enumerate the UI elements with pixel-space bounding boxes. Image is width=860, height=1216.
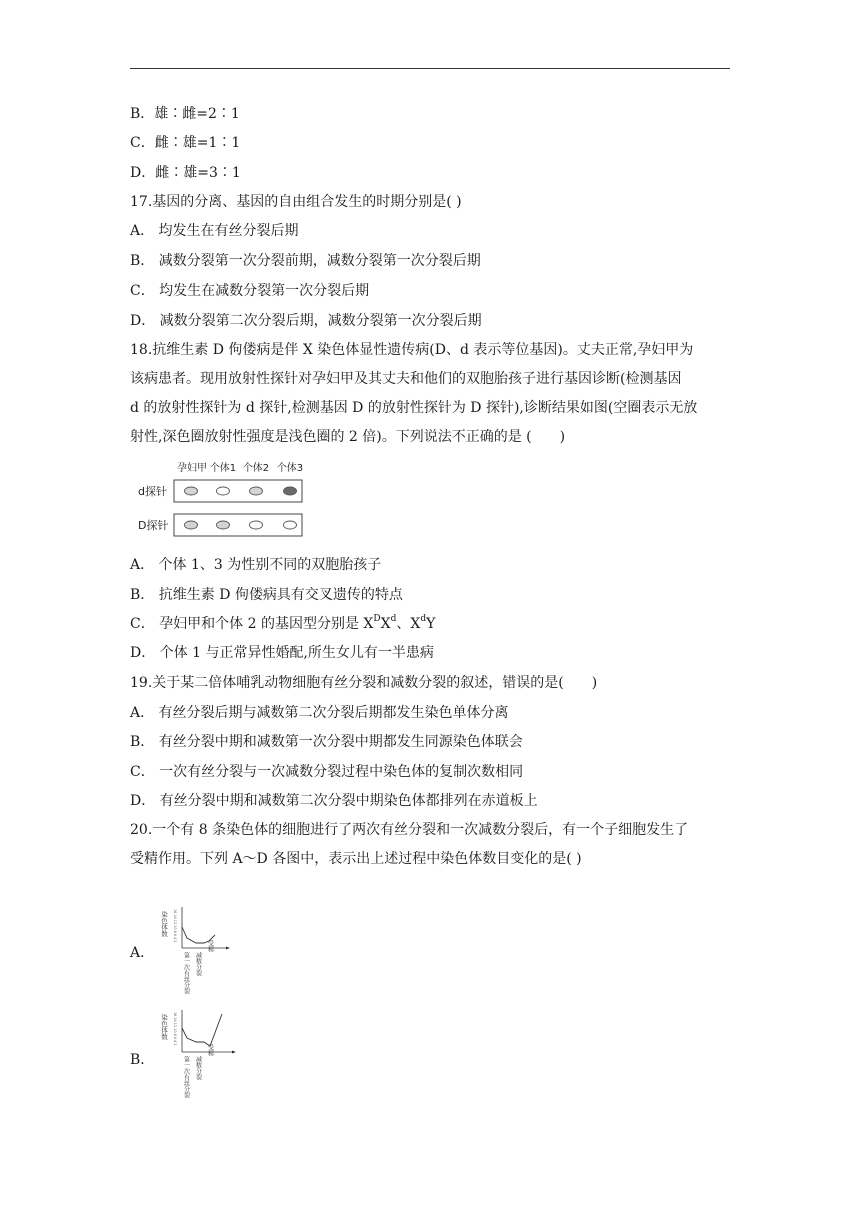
probe-signal-none bbox=[284, 521, 297, 529]
option-18-a: A． 个体 1、3 为性别不同的双胞胎孩子 bbox=[130, 557, 382, 573]
graph-ylabel: 染色体数 bbox=[160, 1014, 168, 1040]
question-18-line-3: d 的放射性探针为 d 探针,检测基因 D 的放射性探针为 D 探针),诊断结果如图(空圈表示无放 bbox=[130, 400, 698, 416]
graph-yticks: 16 14 12 10 8 6 4 2 bbox=[173, 1012, 177, 1046]
probe-column-label: 孕妇甲 bbox=[177, 463, 207, 474]
option-16-b: B．雄∶雌=2∶1 bbox=[130, 106, 240, 122]
graph-x-label-meiosis: 减数分裂 bbox=[194, 952, 202, 976]
probe-column-label: 个体1 bbox=[209, 463, 237, 474]
option-19-c: C． 一次有丝分裂与一次减数分裂过程中染色体的复制次数相同 bbox=[130, 764, 524, 780]
question-17: 17.基因的分离、基因的自由组合发生的时期分别是( ) bbox=[130, 194, 462, 210]
question-20-line-2: 受精作用。下列 A～D 各图中，表示出上述过程中染色体数目变化的是( ) bbox=[130, 851, 582, 867]
chromosome-curve bbox=[182, 1014, 222, 1046]
probe-row-label: d探针 bbox=[138, 485, 167, 498]
question-18-line-4: 射性,深色圈放射性强度是浅色圈的 2 倍)。下列说法不正确的是 ( ) bbox=[130, 429, 566, 445]
x-axis-arrow bbox=[226, 947, 230, 950]
probe-signal-none bbox=[250, 521, 263, 529]
superscript: d bbox=[390, 614, 397, 625]
option-18-c-text: Y bbox=[426, 616, 436, 632]
probe-signal-light bbox=[185, 487, 198, 495]
option-18-c-text: X bbox=[380, 616, 391, 632]
graph-x-label-mitosis: 第一次有丝分裂 bbox=[182, 1056, 190, 1098]
option-20-a-graph bbox=[160, 905, 232, 1000]
superscript: d bbox=[420, 614, 427, 625]
probe-signal-none bbox=[217, 487, 230, 495]
question-19: 19.关于某二倍体哺乳动物细胞有丝分裂和减数分裂的叙述，错误的是( ) bbox=[130, 675, 598, 691]
option-18-c-text: 、X bbox=[396, 616, 421, 632]
option-17-b: B． 减数分裂第一次分裂前期，减数分裂第一次分裂后期 bbox=[130, 253, 481, 269]
option-17-c: C． 均发生在减数分裂第一次分裂后期 bbox=[130, 283, 370, 299]
probe-row-label: D探针 bbox=[138, 519, 169, 532]
graph-x-label-meiosis: 减数分裂 bbox=[194, 1056, 202, 1080]
question-20-line-1: 20.一个有 8 条染色体的细胞进行了两次有丝分裂和一次减数分裂后，有一个子细胞发生了 bbox=[130, 822, 689, 838]
option-18-b: B． 抗维生素 D 佝偻病具有交叉遗传的特点 bbox=[130, 587, 403, 603]
option-18-c bbox=[130, 614, 730, 634]
superscript: D bbox=[373, 614, 381, 625]
question-18-line-2: 该病患者。现用放射性探针对孕妇甲及其丈夫和他们的双胞胎孩子进行基因诊断(检测基因 bbox=[130, 371, 682, 387]
probe-signal-light bbox=[185, 521, 198, 529]
probe-figure bbox=[134, 458, 314, 542]
option-18-d: D． 个体 1 与正常异性婚配,所生女儿有一半患病 bbox=[130, 645, 434, 661]
header-rule bbox=[130, 68, 730, 69]
probe-signal-light bbox=[217, 521, 230, 529]
option-19-b: B． 有丝分裂中期和减数第一次分裂中期都发生同源染色体联会 bbox=[130, 734, 523, 750]
probe-signal-dark bbox=[284, 487, 297, 495]
option-16-c: C．雌∶雄=1∶1 bbox=[130, 135, 241, 151]
probe-signal-light bbox=[250, 487, 263, 495]
option-20-b-label: B． bbox=[130, 1052, 155, 1068]
option-19-d: D． 有丝分裂中期和减数第二次分裂中期染色体都排列在赤道板上 bbox=[130, 793, 538, 809]
option-17-d: D． 减数分裂第二次分裂后期，减数分裂第一次分裂后期 bbox=[130, 313, 482, 329]
graph-x-label-fertilization: 受精 bbox=[206, 1044, 214, 1056]
question-18-line-1: 18.抗维生素 D 佝偻病是伴 X 染色体显性遗传病(D、d 表示等位基因)。丈夫正常,孕妇甲为 bbox=[130, 342, 694, 358]
option-20-a-label: A． bbox=[130, 945, 155, 961]
option-18-c-text: C． 孕妇甲和个体 2 的基因型分别是 X bbox=[130, 616, 374, 632]
probe-column-label: 个体3 bbox=[276, 463, 304, 474]
graph-ylabel: 染色体数 bbox=[160, 911, 168, 937]
option-19-a: A． 有丝分裂后期与减数第二次分裂后期都发生染色单体分离 bbox=[130, 705, 509, 721]
graph-yticks: 16 14 12 10 8 6 4 2 bbox=[173, 909, 177, 943]
option-20-b-graph bbox=[160, 1008, 240, 1110]
option-17-a: A． 均发生在有丝分裂后期 bbox=[130, 223, 299, 239]
option-16-d: D．雌∶雄=3∶1 bbox=[130, 165, 241, 181]
graph-x-label-fertilization: 受精 bbox=[206, 940, 214, 952]
probe-column-label: 个体2 bbox=[242, 463, 270, 474]
graph-x-label-mitosis: 第一次有丝分裂 bbox=[182, 952, 190, 994]
x-axis-arrow bbox=[232, 1051, 236, 1054]
